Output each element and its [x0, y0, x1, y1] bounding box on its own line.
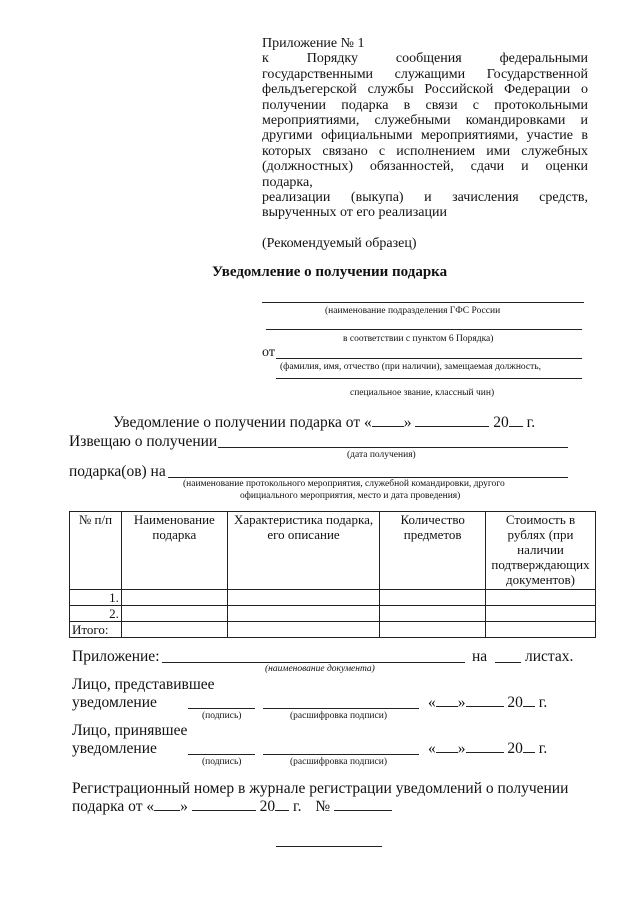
quote-close: » — [457, 740, 466, 757]
table-cell[interactable] — [380, 590, 486, 606]
appendix-line: вырученных от его реализации — [262, 205, 447, 221]
receiver-decode-hint: (расшифровка подписи) — [290, 757, 387, 767]
receiver-year-field[interactable] — [523, 752, 535, 753]
appendix-line: (должностных) обязанностей, сдачи и оценки подарка, — [262, 159, 588, 190]
table-row — [70, 590, 596, 606]
receiver-decode-field[interactable] — [263, 754, 419, 755]
table-cell[interactable] — [227, 622, 380, 638]
presenter-sign-hint: (подпись) — [202, 711, 242, 721]
appendix-line: фельдъегерской службы Российской Федерации о — [262, 82, 588, 98]
receiver-line-1: Лицо, принявшее — [72, 722, 188, 739]
col-header-name: Наименование подарка — [121, 512, 227, 590]
table-row — [70, 606, 596, 622]
document-title: Уведомление о получении подарка — [212, 264, 448, 280]
receipt-label: Извещаю о получении — [69, 433, 218, 450]
sender-line-2[interactable] — [276, 378, 582, 379]
event-hint-1: (наименование протокольного мероприятия, служебной командировки, другого — [183, 479, 505, 489]
presenter-decode-field[interactable] — [263, 708, 419, 709]
number-sign: № — [315, 798, 331, 815]
col-header-number: № п/п — [70, 512, 122, 590]
table-cell: 2. — [70, 606, 122, 622]
registration-number-field[interactable] — [334, 810, 392, 811]
table-cell[interactable] — [121, 622, 227, 638]
sheets-field[interactable] — [495, 662, 521, 663]
registration-day-field[interactable] — [154, 810, 180, 811]
event-field[interactable] — [168, 477, 568, 478]
receiver-month-field[interactable] — [466, 752, 504, 753]
appendix-line: другими официальными мероприятиями, участие в — [262, 128, 588, 144]
year-prefix: 20 — [507, 694, 523, 711]
attachment-field[interactable] — [162, 662, 465, 663]
gifts-on-label: подарка(ов) на — [69, 463, 166, 480]
appendix-title: Приложение № 1 — [262, 36, 365, 51]
table-cell[interactable] — [486, 622, 596, 638]
receipt-date-field[interactable] — [218, 447, 568, 448]
addressee-line-2[interactable] — [266, 329, 582, 330]
table-cell[interactable] — [227, 590, 380, 606]
event-hint-2: официального мероприятия, место и дата проведения) — [240, 491, 461, 501]
total-label: Итого: — [70, 622, 122, 638]
table-cell[interactable] — [121, 606, 227, 622]
notice-year-suffix: г. — [526, 414, 536, 431]
sample-label: (Рекомендуемый образец) — [262, 235, 417, 251]
attachment-on: на — [472, 648, 488, 665]
table-cell[interactable] — [227, 606, 380, 622]
receiver-date — [428, 740, 547, 758]
quote-close: » — [180, 798, 188, 815]
gifts-table — [69, 511, 596, 638]
year-prefix: 20 — [259, 798, 276, 815]
table-cell[interactable] — [121, 590, 227, 606]
addressee-line[interactable] — [262, 302, 584, 303]
notice-line-1 — [113, 414, 535, 432]
addressee-hint-2: в соответствии с пунктом 6 Порядка) — [343, 334, 494, 344]
table-cell[interactable] — [380, 622, 486, 638]
table-cell[interactable] — [486, 606, 596, 622]
sender-line[interactable] — [276, 358, 582, 359]
registration-year-field[interactable] — [275, 810, 289, 811]
appendix-line: которых связано с исполнением ими служебных — [262, 143, 588, 159]
appendix-line: получении подарка в связи с протокольными — [262, 97, 588, 113]
attachment-hint: (наименование документа) — [265, 664, 375, 674]
table-cell[interactable] — [486, 590, 596, 606]
col-header-description: Характеристика подарка, его описание — [227, 512, 380, 590]
appendix-line: реализации (выкупа) и зачисления средств, — [262, 190, 588, 206]
notice-quote-close: » — [403, 414, 412, 431]
receiver-line-2: уведомление — [72, 740, 157, 757]
footer-separator — [276, 846, 382, 847]
notice-year-field[interactable] — [509, 426, 523, 427]
notice-month-field[interactable] — [415, 426, 489, 427]
registration-text: подарка от « — [72, 798, 155, 815]
table-total-row — [70, 622, 596, 638]
registration-line-2 — [72, 798, 392, 816]
col-header-cost: Стоимость в рублях (при наличии подтверждающих документов) — [486, 512, 596, 590]
notice-day-field[interactable] — [372, 426, 404, 427]
receiver-day-field[interactable] — [436, 752, 458, 753]
addressee-hint: (наименование подразделения ГФС России — [325, 306, 501, 316]
quote-open: « — [428, 740, 436, 757]
appendix-line: к Порядку сообщения федеральными — [262, 51, 588, 67]
col-header-quantity: Количество предметов — [380, 512, 486, 590]
attachment-sheets: листах. — [525, 648, 574, 665]
quote-close: » — [457, 694, 466, 711]
table-cell[interactable] — [380, 606, 486, 622]
quote-open: « — [428, 694, 436, 711]
year-prefix: 20 — [507, 740, 523, 757]
presenter-line-2: уведомление — [72, 694, 157, 711]
presenter-signature-field[interactable] — [188, 708, 255, 709]
sender-hint: (фамилия, имя, отчество (при наличии), замещаемая должность, — [280, 362, 541, 372]
receiver-signature-field[interactable] — [188, 754, 255, 755]
presenter-line-1: Лицо, представившее — [72, 676, 215, 693]
receipt-date-hint: (дата получения) — [347, 450, 416, 460]
year-suffix: г. — [538, 694, 548, 711]
appendix-line: мероприятиями, служебными командировками и — [262, 113, 588, 129]
presenter-date — [428, 694, 547, 712]
year-suffix: г. — [292, 798, 302, 815]
receiver-sign-hint: (подпись) — [202, 757, 242, 767]
presenter-year-field[interactable] — [523, 706, 535, 707]
appendix-block — [262, 36, 588, 251]
sender-hint-2: специальное звание, классный чин) — [350, 388, 495, 398]
table-header-row — [70, 512, 596, 590]
table-cell: 1. — [70, 590, 122, 606]
notice-text: Уведомление о получении подарка от « — [113, 414, 372, 431]
appendix-line: государственными служащими Государственной — [262, 66, 588, 82]
presenter-month-field[interactable] — [466, 706, 504, 707]
from-label: от — [262, 345, 275, 360]
presenter-decode-hint: (расшифровка подписи) — [290, 711, 387, 721]
presenter-day-field[interactable] — [436, 706, 458, 707]
attachment-label: Приложение: — [72, 648, 160, 665]
registration-line-1: Регистрационный номер в журнале регистрации уведомлений о получении — [72, 780, 569, 797]
registration-month-field[interactable] — [192, 810, 256, 811]
year-suffix: г. — [538, 740, 548, 757]
notice-year-prefix: 20 — [493, 414, 509, 431]
